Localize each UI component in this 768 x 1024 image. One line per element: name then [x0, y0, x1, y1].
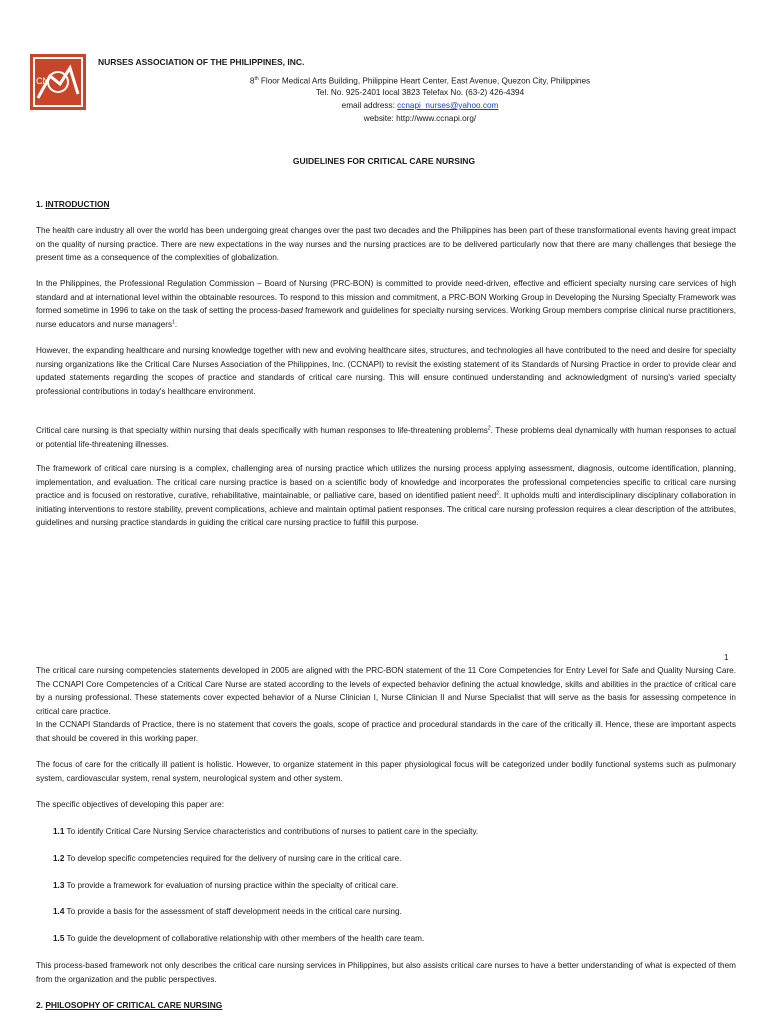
paragraph-framework-summary: This process-based framework not only describes the critical care nursing services in Philippines, but also assists critical care nurses to have a better understanding of what is expected of them from the organization and the public perspectives.	[36, 961, 736, 984]
objective-item: 1.1 To identify Critical Care Nursing Service characteristics and contributions of nurses to patient care in the specialty.	[53, 827, 479, 836]
paragraph-focus-of-care: The focus of care for the critically ill patient is holistic. However, to organize statement in this paper physiological focus will be categorized under bodily functional systems such as pulmonary system, cardiovascular system, renal system, neurological system and other system.	[36, 760, 736, 783]
section-heading-introduction: 1. INTRODUCTION	[36, 199, 110, 209]
document-title: GUIDELINES FOR CRITICAL CARE NURSING	[292, 156, 476, 166]
email-link[interactable]: ccnapi_nurses@yahoo.com	[397, 101, 499, 110]
paragraph-intro-3: However, the expanding healthcare and nursing knowledge together with new and evolving healthcare sites, structures, and technologies all have contributed to the need and desire for specialty nursing organizations like the Critical Care Nurses Association of the Philippines, Inc. (CCNAPI) to revisit the existing statement of its Standards of Nursing Practice in order to provide clear and updated statements regarding the scopes of practice and standards of critical care nursing. This will ensure continued understanding and acknowledgment of nursing's varied specialty professional contributions in today's healthcare environment.	[36, 346, 736, 396]
objective-item: 1.4 To provide a basis for the assessment of staff development needs in the critical care nursing.	[53, 907, 402, 916]
address-line: 8th Floor Medical Arts Building, Philippine Heart Center, East Avenue, Quezon City, Philippines	[249, 76, 591, 86]
section-heading-philosophy: 2. PHILOSOPHY OF CRITICAL CARE NURSING	[36, 1000, 223, 1010]
website-line: website: http://www.ccnapi.org/	[363, 114, 477, 123]
paragraph-intro-2: In the Philippines, the Professional Regulation Commission – Board of Nursing (PRC-BON) is committed to provide need-driven, effective and efficient specialty nursing care services of high standard and at international level within the obtainable resources. To respond to this mission and commitment, a PRC-BON Working Group in Developing the Nursing Specialty Framework was formed sometime in 1996 to take on the task of setting the process-based framework and guidelines for specialty nursing services. Working Group members comprise clinical nurse practitioners, nurse educators and nurse managers$^1$.	[36, 279, 736, 329]
page-number: 1	[724, 653, 729, 662]
objective-item: 1.5 To guide the development of collaborative relationship with other members of the health care team.	[53, 934, 425, 943]
paragraph-standards: In the CCNAPI Standards of Practice, there is no statement that covers the goals, scope of practice and procedural standards in the care of the critically ill. Hence, these are important aspects that should be covered in this working paper.	[36, 720, 736, 743]
objective-item: 1.2 To develop specific competencies required for the delivery of nursing care in the critical care.	[53, 854, 402, 863]
telephone-line: Tel. No. 925-2401 local 3823 Telefax No. (63-2) 426-4394	[315, 88, 525, 97]
ccnapi-logo	[30, 54, 86, 110]
organization-name: NURSES ASSOCIATION OF THE PHILIPPINES, INC.	[98, 57, 305, 67]
paragraph-intro-5: The framework of critical care nursing is a complex, challenging area of nursing practice which utilizes the nursing process applying assessment, diagnosis, outcome identification, planning, implementation, and evaluation. The critical care nursing practice is based on a scientific body of knowledge and incorporates the professional competencies specific to critical care nursing practice and is focused on restorative, curative, rehabilitative, maintainable, or palliative care, based on identified patient need$^2$. It upholds multi and interdisciplinary disciplinary collaboration in initiating interventions to restore stability, prevent complications, achieve and maintain optimal patient responses. The critical care nursing profession requires a clear description of the attributes, guidelines and nursing practice standards in guiding the critical care nursing practice to fulfill this purpose.	[36, 464, 736, 528]
svg-text:CN: CN	[36, 76, 49, 86]
paragraph-intro-4: Critical care nursing is that specialty within nursing that deals specifically with human responses to life-threatening problems$^2$. These problems deal dynamically with human responses to actual or potential life-threatening illnesses.	[36, 425, 736, 449]
email-line: email address: ccnapi_nurses@yahoo.com	[341, 101, 499, 110]
paragraph-objectives-intro: The specific objectives of developing this paper are:	[36, 800, 224, 809]
paragraph-competencies: The critical care nursing competencies statements developed in 2005 are aligned with the PRC-BON statement of the 11 Core Competencies for Entry Level for Safe and Quality Nursing Care. The CCNAPI Core Competencies of a Critical Care Nurse are stated according to the levels of expected behavior defining the actual knowledge, skills and abilities in the practice of critical care by a nursing professional. These statements cover expected behavior of a Nurse Clinician I, Nurse Clinician II and Nurse Specialist that will serve as the basis for assessing competence in critical care practice.	[36, 666, 736, 716]
paragraph-intro-1: The health care industry all over the world has been undergoing great changes over the past two decades and the Philippines has been part of these transformational events having great impact on the quality of nursing practice. There are new expectations in the way nurses and the nursing practices are to be delivered particularly now that there are many challenges that besiege the present time as a consequence of the complexities of globalization.	[36, 226, 736, 263]
objective-item: 1.3 To provide a framework for evaluation of nursing practice within the specialty of critical care.	[53, 881, 399, 890]
